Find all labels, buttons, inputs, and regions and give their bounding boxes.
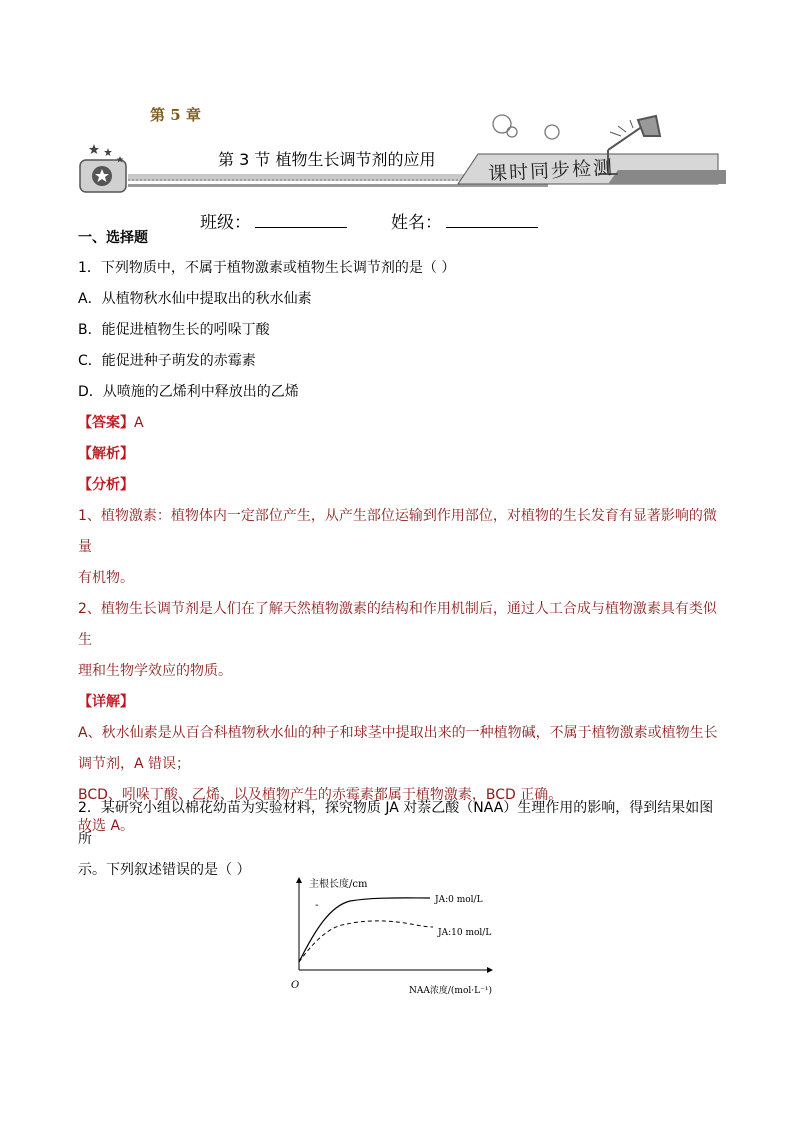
fenxi-2a: 2、植物生长调节剂是人们在了解天然植物激素的结构和作用机制后，通过人工合成与植物激素具有类似生 [78,601,717,648]
conclusion: 故选 A。 [78,818,135,834]
svg-text:-: - [315,900,319,911]
detail-2: BCD、吲哚丁酸、乙烯、以及植物产生的赤霉素都属于植物激素，BCD 正确。 [78,787,563,803]
part-title: 一、选择题 [78,230,148,246]
fenxi-label: 【分析】 [78,477,134,493]
student-info-row [200,208,538,233]
question-1 [78,253,726,842]
detail-1a: A、秋水仙素是从百合科植物秋水仙的种子和球茎中提取出来的一种植物碱，不属于植物激素或植物生长 [78,725,718,741]
analysis-label: 【解析】 [78,446,134,462]
series-ja0-label: JA:0 mol/L [435,895,483,905]
q1-option-a: A．从植物秋水仙中提取出的秋水仙素 [78,291,312,307]
section-title: 第 3 节 植物生长调节剂的应用 [218,150,436,169]
naa-ja-chart [285,870,525,1000]
name-label: 姓名： [391,213,442,233]
chapter-label: 第 5 章 [150,106,201,124]
q2-stem-b: 示。下列叙述错误的是（ ） [78,862,251,878]
x-axis-label: NAA浓度/(mol·L⁻¹) [409,986,492,996]
q1-answer [78,408,726,439]
q1-option-c: C．能促进种子萌发的赤霉素 [78,353,256,369]
class-label: 班级： [200,213,251,233]
fenxi-1b: 有机物。 [78,570,134,586]
answer-label: 【答案】 [78,415,134,431]
q2-stem-a: 2．某研究小组以棉花幼苗为实验材料，探究物质 JA 对萘乙酸（NAA）生理作用的影响，得到结果如图所 [78,800,714,847]
star-stamp-icon [80,144,126,192]
q1-option-b: B．能促进植物生长的吲哚丁酸 [78,322,270,338]
detail-1b: 调节剂，A 错误； [78,756,191,772]
answer-value: A [134,415,144,431]
detail-label: 【详解】 [78,694,134,710]
name-blank[interactable] [446,213,538,228]
series-ja10-label: JA:10 mol/L [438,928,492,938]
fenxi-2b: 理和生物学效应的物质。 [78,663,232,679]
q1-option-d: D．从喷施的乙烯利中释放出的乙烯 [78,384,299,400]
y-axis-label: 主根长度/cm [309,879,368,890]
origin-label: O [291,980,300,991]
series-ja0-line [299,898,430,962]
q1-stem: 1．下列物质中，不属于植物激素或植物生长调节剂的是（ ） [78,260,456,276]
badge-title: 课时同步检测 [487,156,615,186]
fenxi-1a: 1、植物激素：植物体内一定部位产生，从产生部位运输到作用部位，对植物的生长发育有显著影响的微量 [78,508,717,555]
class-blank[interactable] [255,213,347,228]
